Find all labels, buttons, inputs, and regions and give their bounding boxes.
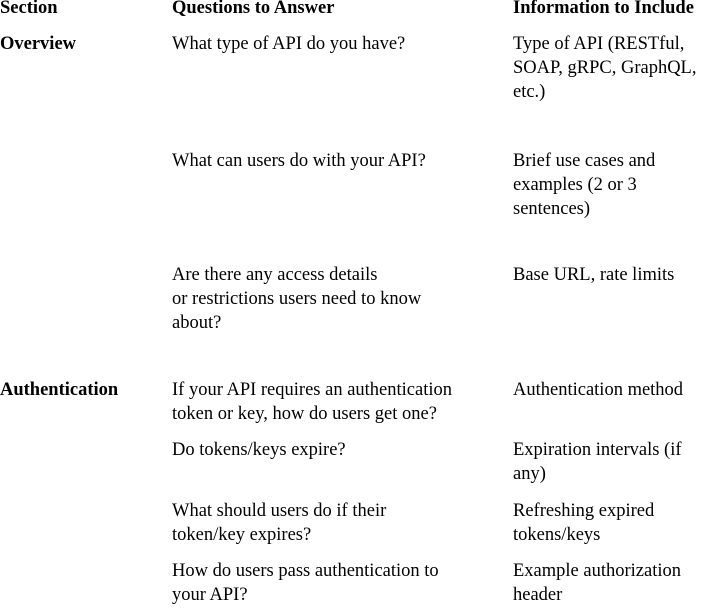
question-pass-auth: How do users pass authentication to your API? — [172, 561, 439, 605]
question-use-cases: What can users do with your API? — [172, 151, 426, 171]
header-section: Section — [0, 0, 58, 18]
question-get-token: If your API requires an authentication token or key, how do users get one? — [172, 380, 452, 424]
section-authentication: Authentication — [0, 380, 119, 400]
question-token-expire: Do tokens/keys expire? — [172, 440, 346, 460]
info-use-cases: Brief use cases and examples (2 or 3 sentences) — [513, 151, 656, 219]
question-token-expired-action: What should users do if their token/key expires? — [172, 501, 387, 545]
info-token-expire: Expiration intervals (if any) — [513, 440, 682, 484]
header-information: Information to Include — [513, 0, 694, 18]
info-token-expired-action: Refreshing expired tokens/keys — [513, 501, 655, 545]
header-questions: Questions to Answer — [172, 0, 335, 18]
info-access-details: Base URL, rate limits — [513, 265, 675, 285]
question-api-type: What type of API do you have? — [172, 34, 406, 54]
section-overview: Overview — [0, 34, 77, 54]
info-api-type: Type of API (RESTful, SOAP, gRPC, GraphQL, etc.) — [513, 34, 697, 102]
info-pass-auth: Example authorization header — [513, 561, 681, 605]
question-access-details: Are there any access details or restrictions users need to know about? — [172, 265, 422, 333]
info-get-token: Authentication method — [513, 380, 684, 400]
